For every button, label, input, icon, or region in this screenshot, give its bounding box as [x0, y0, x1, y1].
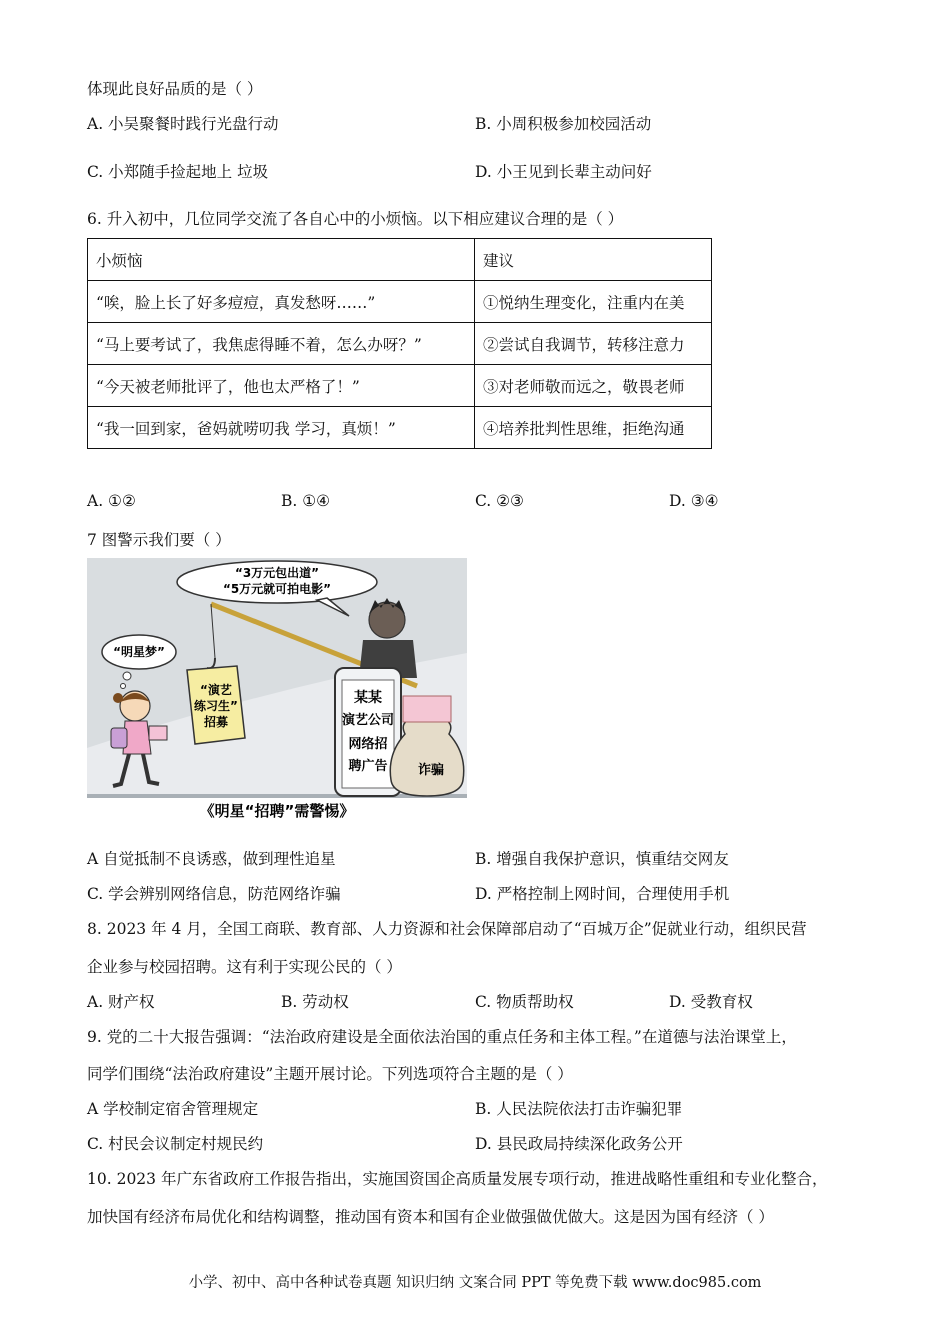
bait-line-2: 练习生”: [194, 699, 238, 713]
q8-option-a: A. 财产权: [87, 993, 155, 1011]
q9-stem-line-2: 同学们围绕“法治政府建设”主题开展讨论。下列选项符合主题的是（ ）: [87, 1065, 573, 1083]
q5-option-a: A. 小吴聚餐时践行光盘行动: [87, 115, 279, 133]
bait-line-1: “演艺: [200, 683, 232, 697]
table-cell: ①悦纳生理变化，注重内在美: [475, 281, 712, 323]
table-row: [88, 323, 712, 365]
q7-cartoon-figure: [87, 558, 467, 824]
bait-line-3: 招募: [203, 715, 229, 729]
q8-option-d: D. 受教育权: [669, 993, 753, 1011]
q6-option-c: C. ②③: [475, 492, 524, 510]
q8-option-c: C. 物质帮助权: [475, 993, 574, 1011]
table-cell: “今天被老师批评了，他也太严格了！”: [88, 365, 475, 407]
q5-option-d: D. 小王见到长辈主动问好: [475, 163, 652, 181]
q6-table: [87, 238, 712, 449]
table-header-row: [88, 239, 712, 281]
q6-option-d: D. ③④: [669, 492, 719, 510]
phone-line-4: 聘广告: [348, 759, 388, 774]
dream-text: “明星梦”: [113, 645, 165, 659]
q8-option-b: B. 劳动权: [281, 993, 349, 1011]
bag-label: 诈骗: [417, 763, 445, 778]
table-header-cell: 建议: [475, 239, 712, 281]
phone-line-3: 网络招: [348, 737, 388, 752]
cartoon-illustration: [87, 558, 467, 824]
bubble-line-1: “3万元包出道”: [234, 566, 320, 580]
q7-option-d: D. 严格控制上网时间，合理使用手机: [475, 885, 730, 903]
table-cell: ②尝试自我调节，转移注意力: [475, 323, 712, 365]
q6-stem: 6. 升入初中，几位同学交流了各自心中的小烦恼。以下相应建议合理的是（ ）: [87, 210, 624, 228]
q6-option-b: B. ①④: [281, 492, 331, 510]
q9-option-c: C. 村民会议制定村规民约: [87, 1135, 264, 1153]
q7-option-c: C. 学会辨别网络信息，防范网络诈骗: [87, 885, 341, 903]
q9-option-a: A 学校制定宿舍管理规定: [87, 1100, 259, 1118]
table-row: [88, 365, 712, 407]
q9-option-b: B. 人民法院依法打击诈骗犯罪: [475, 1100, 683, 1118]
phone-line-2: 演艺公司: [341, 713, 395, 728]
q8-stem-line-2: 企业参与校园招聘。这有利于实现公民的（ ）: [87, 958, 402, 976]
q10-stem-line-2: 加快国有经济布局优化和结构调整，推动国有资本和国有企业做强做优做大。这是因为国有经济（ ）: [87, 1208, 774, 1226]
bubble-line-2: “5万元就可拍电影”: [222, 582, 332, 596]
page-footer: 小学、初中、高中各种试卷真题 知识归纳 文案合同 PPT 等免费下载 www.doc985.com: [188, 1275, 762, 1291]
q9-stem-line-1: 9. 党的二十大报告强调：“法治政府建设是全面依法治国的重点任务和主体工程。”在道德与法治课堂上，: [87, 1028, 797, 1046]
cartoon-caption: 《明星“招聘”需警惕》: [199, 802, 355, 820]
table-cell: “我一回到家，爸妈就唠叨我 学习，真烦！”: [88, 407, 475, 449]
q5-stem-tail: 体现此良好品质的是（ ）: [87, 80, 263, 98]
q10-stem-line-1: 10. 2023 年广东省政府工作报告指出，实施国资国企高质量发展专项行动，推进战略性重组和专业化整合，: [87, 1170, 828, 1188]
q8-stem-line-1: 8. 2023 年 4 月，全国工商联、教育部、人力资源和社会保障部启动了“百城万企”促就业行动，组织民营: [87, 920, 807, 938]
q7-option-a: A 自觉抵制不良诱惑，做到理性追星: [87, 850, 336, 868]
phone-line-1: 某某: [354, 690, 382, 706]
table-row: [88, 281, 712, 323]
q6-option-a: A. ①②: [87, 492, 136, 510]
q5-option-c: C. 小郑随手捡起地上 垃圾: [87, 163, 269, 181]
q7-stem: 7 图警示我们要（ ）: [87, 531, 231, 549]
table-cell: “马上要考试了，我焦虑得睡不着，怎么办呀？”: [88, 323, 475, 365]
table-cell: ④培养批判性思维，拒绝沟通: [475, 407, 712, 449]
table-cell: ③对老师敬而远之，敬畏老师: [475, 365, 712, 407]
table-header-cell: 小烦恼: [88, 239, 475, 281]
table-row: [88, 407, 712, 449]
q9-option-d: D. 县民政局持续深化政务公开: [475, 1135, 683, 1153]
q5-option-b: B. 小周积极参加校园活动: [475, 115, 652, 133]
table-cell: “唉，脸上长了好多痘痘，真发愁呀……”: [88, 281, 475, 323]
q7-option-b: B. 增强自我保护意识，慎重结交网友: [475, 850, 729, 868]
